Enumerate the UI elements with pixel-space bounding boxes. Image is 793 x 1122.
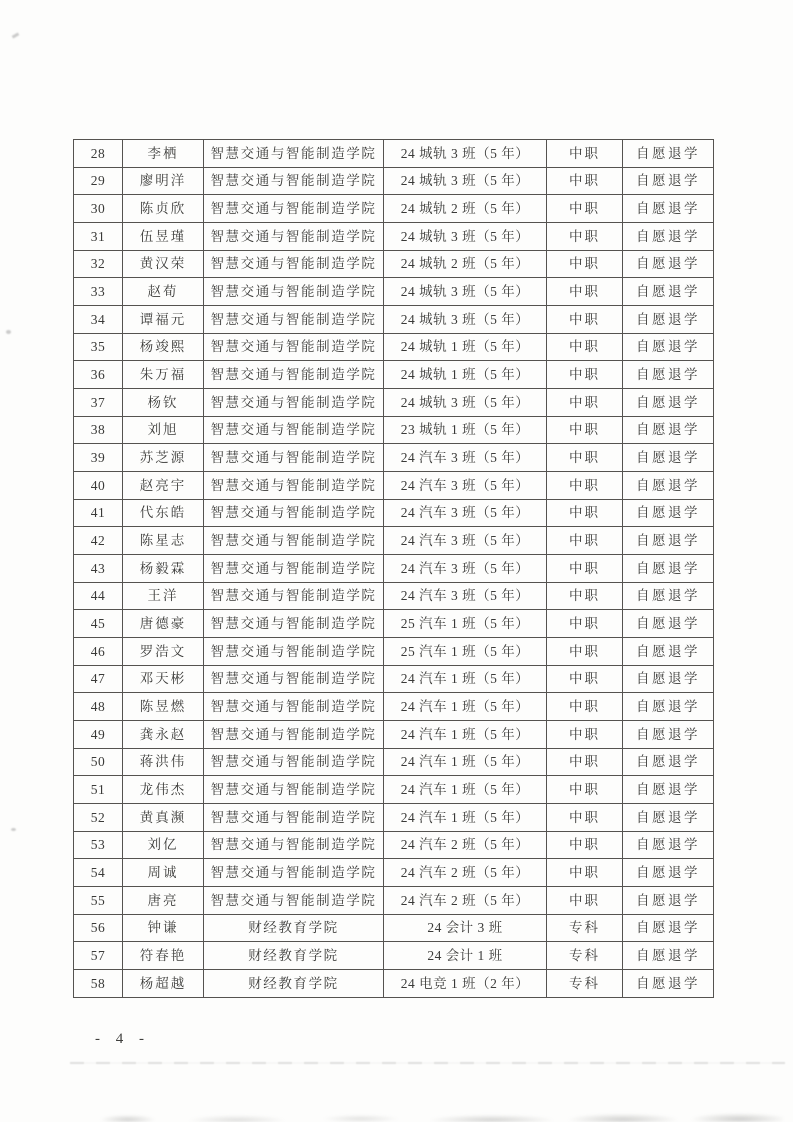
table-row <box>74 499 714 527</box>
cell-status: 自愿退学 <box>623 140 714 168</box>
cell-level: 中职 <box>547 887 623 915</box>
cell-level: 专科 <box>547 970 623 998</box>
cell-name: 赵亮宇 <box>123 472 204 500</box>
cell-class: 24 城轨 3 班（5 年） <box>384 167 547 195</box>
cell-serial: 58 <box>74 970 123 998</box>
cell-college: 智慧交通与智能制造学院 <box>204 831 384 859</box>
cell-college: 智慧交通与智能制造学院 <box>204 638 384 666</box>
cell-college: 智慧交通与智能制造学院 <box>204 555 384 583</box>
cell-serial: 37 <box>74 389 123 417</box>
table-row <box>74 527 714 555</box>
cell-serial: 33 <box>74 278 123 306</box>
cell-status: 自愿退学 <box>623 721 714 749</box>
cell-serial: 46 <box>74 638 123 666</box>
cell-class: 24 城轨 3 班（5 年） <box>384 278 547 306</box>
cell-college: 智慧交通与智能制造学院 <box>204 278 384 306</box>
cell-college: 智慧交通与智能制造学院 <box>204 527 384 555</box>
table-row <box>74 278 714 306</box>
cell-name: 陈贞欣 <box>123 195 204 223</box>
cell-status: 自愿退学 <box>623 748 714 776</box>
cell-status: 自愿退学 <box>623 665 714 693</box>
table-row <box>74 333 714 361</box>
cell-serial: 31 <box>74 223 123 251</box>
cell-class: 24 汽车 3 班（5 年） <box>384 527 547 555</box>
cell-level: 中职 <box>547 140 623 168</box>
cell-serial: 32 <box>74 250 123 278</box>
cell-level: 中职 <box>547 444 623 472</box>
cell-status: 自愿退学 <box>623 831 714 859</box>
cell-level: 中职 <box>547 167 623 195</box>
cell-level: 中职 <box>547 278 623 306</box>
cell-class: 24 城轨 3 班（5 年） <box>384 389 547 417</box>
cell-class: 24 汽车 2 班（5 年） <box>384 831 547 859</box>
cell-college: 智慧交通与智能制造学院 <box>204 195 384 223</box>
cell-serial: 53 <box>74 831 123 859</box>
cell-status: 自愿退学 <box>623 499 714 527</box>
cell-serial: 29 <box>74 167 123 195</box>
cell-level: 中职 <box>547 223 623 251</box>
cell-class: 24 汽车 3 班（5 年） <box>384 582 547 610</box>
cell-class: 24 城轨 2 班（5 年） <box>384 250 547 278</box>
cell-status: 自愿退学 <box>623 859 714 887</box>
cell-name: 李栖 <box>123 140 204 168</box>
student-withdrawal-table <box>73 139 714 998</box>
cell-serial: 45 <box>74 610 123 638</box>
cell-level: 中职 <box>547 582 623 610</box>
table-row <box>74 195 714 223</box>
cell-status: 自愿退学 <box>623 389 714 417</box>
cell-serial: 43 <box>74 555 123 583</box>
table-row <box>74 804 714 832</box>
cell-college: 智慧交通与智能制造学院 <box>204 776 384 804</box>
cell-serial: 50 <box>74 748 123 776</box>
cell-status: 自愿退学 <box>623 195 714 223</box>
cell-serial: 35 <box>74 333 123 361</box>
table-row <box>74 721 714 749</box>
cell-name: 钟谦 <box>123 914 204 942</box>
table-row <box>74 472 714 500</box>
cell-class: 24 汽车 1 班（5 年） <box>384 776 547 804</box>
cell-level: 专科 <box>547 942 623 970</box>
cell-college: 智慧交通与智能制造学院 <box>204 859 384 887</box>
cell-name: 王洋 <box>123 582 204 610</box>
page-number: - 4 - <box>95 1031 150 1047</box>
cell-class: 24 城轨 3 班（5 年） <box>384 140 547 168</box>
cell-status: 自愿退学 <box>623 416 714 444</box>
table-row <box>74 665 714 693</box>
table-row <box>74 914 714 942</box>
cell-name: 刘亿 <box>123 831 204 859</box>
cell-level: 中职 <box>547 416 623 444</box>
cell-name: 蒋洪伟 <box>123 748 204 776</box>
cell-status: 自愿退学 <box>623 610 714 638</box>
student-table-body <box>74 140 714 998</box>
cell-level: 中职 <box>547 195 623 223</box>
cell-name: 符春艳 <box>123 942 204 970</box>
cell-serial: 49 <box>74 721 123 749</box>
cell-college: 智慧交通与智能制造学院 <box>204 582 384 610</box>
cell-serial: 36 <box>74 361 123 389</box>
cell-college: 财经教育学院 <box>204 942 384 970</box>
cell-level: 中职 <box>547 555 623 583</box>
table-row <box>74 887 714 915</box>
cell-name: 杨毅霖 <box>123 555 204 583</box>
cell-level: 中职 <box>547 831 623 859</box>
cell-name: 邓天彬 <box>123 665 204 693</box>
cell-name: 陈昱燃 <box>123 693 204 721</box>
cell-level: 中职 <box>547 250 623 278</box>
table-row <box>74 970 714 998</box>
cell-class: 24 城轨 3 班（5 年） <box>384 223 547 251</box>
scan-speck-artifact <box>11 828 16 831</box>
cell-college: 智慧交通与智能制造学院 <box>204 499 384 527</box>
cell-level: 专科 <box>547 914 623 942</box>
cell-serial: 48 <box>74 693 123 721</box>
cell-level: 中职 <box>547 472 623 500</box>
table-row <box>74 140 714 168</box>
cell-class: 24 会计 3 班 <box>384 914 547 942</box>
cell-college: 智慧交通与智能制造学院 <box>204 333 384 361</box>
cell-college: 智慧交通与智能制造学院 <box>204 610 384 638</box>
cell-serial: 28 <box>74 140 123 168</box>
cell-class: 24 汽车 1 班（5 年） <box>384 748 547 776</box>
cell-class: 24 汽车 1 班（5 年） <box>384 665 547 693</box>
cell-class: 24 汽车 1 班（5 年） <box>384 721 547 749</box>
cell-class: 24 电竞 1 班（2 年） <box>384 970 547 998</box>
scan-line-artifact <box>70 1062 785 1064</box>
cell-status: 自愿退学 <box>623 942 714 970</box>
cell-class: 24 会计 1 班 <box>384 942 547 970</box>
cell-college: 智慧交通与智能制造学院 <box>204 693 384 721</box>
cell-name: 唐德豪 <box>123 610 204 638</box>
table-row <box>74 167 714 195</box>
cell-serial: 44 <box>74 582 123 610</box>
cell-level: 中职 <box>547 665 623 693</box>
cell-name: 刘旭 <box>123 416 204 444</box>
cell-level: 中职 <box>547 499 623 527</box>
cell-serial: 55 <box>74 887 123 915</box>
cell-college: 智慧交通与智能制造学院 <box>204 804 384 832</box>
cell-status: 自愿退学 <box>623 278 714 306</box>
cell-serial: 47 <box>74 665 123 693</box>
cell-serial: 41 <box>74 499 123 527</box>
table-row <box>74 638 714 666</box>
cell-class: 24 城轨 1 班（5 年） <box>384 333 547 361</box>
cell-class: 24 汽车 1 班（5 年） <box>384 804 547 832</box>
cell-class: 24 汽车 1 班（5 年） <box>384 693 547 721</box>
table-row <box>74 389 714 417</box>
cell-class: 25 汽车 1 班（5 年） <box>384 638 547 666</box>
table-row <box>74 859 714 887</box>
cell-status: 自愿退学 <box>623 970 714 998</box>
cell-college: 智慧交通与智能制造学院 <box>204 306 384 334</box>
cell-name: 廖明洋 <box>123 167 204 195</box>
cell-college: 智慧交通与智能制造学院 <box>204 223 384 251</box>
cell-name: 杨竣熙 <box>123 333 204 361</box>
table-row <box>74 610 714 638</box>
table-row <box>74 444 714 472</box>
cell-level: 中职 <box>547 804 623 832</box>
cell-class: 24 汽车 3 班（5 年） <box>384 472 547 500</box>
cell-serial: 51 <box>74 776 123 804</box>
cell-status: 自愿退学 <box>623 555 714 583</box>
cell-level: 中职 <box>547 389 623 417</box>
cell-level: 中职 <box>547 638 623 666</box>
table-row <box>74 582 714 610</box>
cell-name: 伍昱瑾 <box>123 223 204 251</box>
cell-level: 中职 <box>547 748 623 776</box>
cell-name: 罗浩文 <box>123 638 204 666</box>
cell-serial: 34 <box>74 306 123 334</box>
cell-college: 智慧交通与智能制造学院 <box>204 250 384 278</box>
cell-class: 23 城轨 1 班（5 年） <box>384 416 547 444</box>
cell-level: 中职 <box>547 361 623 389</box>
cell-college: 智慧交通与智能制造学院 <box>204 887 384 915</box>
cell-college: 智慧交通与智能制造学院 <box>204 167 384 195</box>
cell-class: 24 城轨 1 班（5 年） <box>384 361 547 389</box>
cell-serial: 56 <box>74 914 123 942</box>
cell-status: 自愿退学 <box>623 250 714 278</box>
cell-class: 25 汽车 1 班（5 年） <box>384 610 547 638</box>
cell-college: 智慧交通与智能制造学院 <box>204 361 384 389</box>
cell-name: 代东皓 <box>123 499 204 527</box>
cell-status: 自愿退学 <box>623 804 714 832</box>
cell-serial: 40 <box>74 472 123 500</box>
scan-smudge-artifact <box>55 1106 783 1122</box>
cell-name: 龙伟杰 <box>123 776 204 804</box>
cell-college: 智慧交通与智能制造学院 <box>204 140 384 168</box>
cell-class: 24 城轨 2 班（5 年） <box>384 195 547 223</box>
cell-serial: 54 <box>74 859 123 887</box>
cell-class: 24 汽车 2 班（5 年） <box>384 859 547 887</box>
cell-name: 黄汉荣 <box>123 250 204 278</box>
cell-name: 唐亮 <box>123 887 204 915</box>
cell-status: 自愿退学 <box>623 306 714 334</box>
cell-level: 中职 <box>547 721 623 749</box>
cell-college: 智慧交通与智能制造学院 <box>204 389 384 417</box>
cell-college: 智慧交通与智能制造学院 <box>204 665 384 693</box>
cell-serial: 30 <box>74 195 123 223</box>
cell-name: 杨超越 <box>123 970 204 998</box>
cell-college: 智慧交通与智能制造学院 <box>204 472 384 500</box>
cell-name: 周诚 <box>123 859 204 887</box>
cell-class: 24 汽车 3 班（5 年） <box>384 499 547 527</box>
cell-name: 杨钦 <box>123 389 204 417</box>
table-row <box>74 416 714 444</box>
cell-level: 中职 <box>547 693 623 721</box>
cell-college: 财经教育学院 <box>204 914 384 942</box>
cell-class: 24 汽车 3 班（5 年） <box>384 444 547 472</box>
cell-serial: 57 <box>74 942 123 970</box>
table-row <box>74 942 714 970</box>
cell-level: 中职 <box>547 610 623 638</box>
cell-class: 24 汽车 3 班（5 年） <box>384 555 547 583</box>
cell-name: 龚永赵 <box>123 721 204 749</box>
cell-class: 24 城轨 3 班（5 年） <box>384 306 547 334</box>
cell-serial: 39 <box>74 444 123 472</box>
cell-name: 赵荀 <box>123 278 204 306</box>
cell-serial: 38 <box>74 416 123 444</box>
cell-status: 自愿退学 <box>623 582 714 610</box>
cell-college: 智慧交通与智能制造学院 <box>204 416 384 444</box>
cell-status: 自愿退学 <box>623 527 714 555</box>
table-row <box>74 361 714 389</box>
scan-speck-artifact <box>6 330 11 334</box>
cell-name: 谭福元 <box>123 306 204 334</box>
cell-status: 自愿退学 <box>623 914 714 942</box>
cell-status: 自愿退学 <box>623 223 714 251</box>
cell-college: 智慧交通与智能制造学院 <box>204 748 384 776</box>
cell-college: 财经教育学院 <box>204 970 384 998</box>
cell-name: 黄真濒 <box>123 804 204 832</box>
cell-status: 自愿退学 <box>623 693 714 721</box>
cell-level: 中职 <box>547 333 623 361</box>
table-row <box>74 306 714 334</box>
cell-status: 自愿退学 <box>623 361 714 389</box>
cell-status: 自愿退学 <box>623 472 714 500</box>
cell-status: 自愿退学 <box>623 333 714 361</box>
cell-name: 陈星志 <box>123 527 204 555</box>
cell-name: 朱万福 <box>123 361 204 389</box>
table-row <box>74 776 714 804</box>
cell-class: 24 汽车 2 班（5 年） <box>384 887 547 915</box>
cell-serial: 42 <box>74 527 123 555</box>
table-row <box>74 223 714 251</box>
table-row <box>74 748 714 776</box>
cell-serial: 52 <box>74 804 123 832</box>
cell-name: 苏芝源 <box>123 444 204 472</box>
cell-college: 智慧交通与智能制造学院 <box>204 721 384 749</box>
table-row <box>74 831 714 859</box>
cell-level: 中职 <box>547 306 623 334</box>
cell-level: 中职 <box>547 527 623 555</box>
table-row <box>74 555 714 583</box>
cell-level: 中职 <box>547 859 623 887</box>
cell-college: 智慧交通与智能制造学院 <box>204 444 384 472</box>
scan-speck-artifact <box>12 32 20 38</box>
cell-status: 自愿退学 <box>623 776 714 804</box>
cell-status: 自愿退学 <box>623 444 714 472</box>
cell-status: 自愿退学 <box>623 887 714 915</box>
table-row <box>74 250 714 278</box>
cell-status: 自愿退学 <box>623 638 714 666</box>
cell-status: 自愿退学 <box>623 167 714 195</box>
table-row <box>74 693 714 721</box>
cell-level: 中职 <box>547 776 623 804</box>
